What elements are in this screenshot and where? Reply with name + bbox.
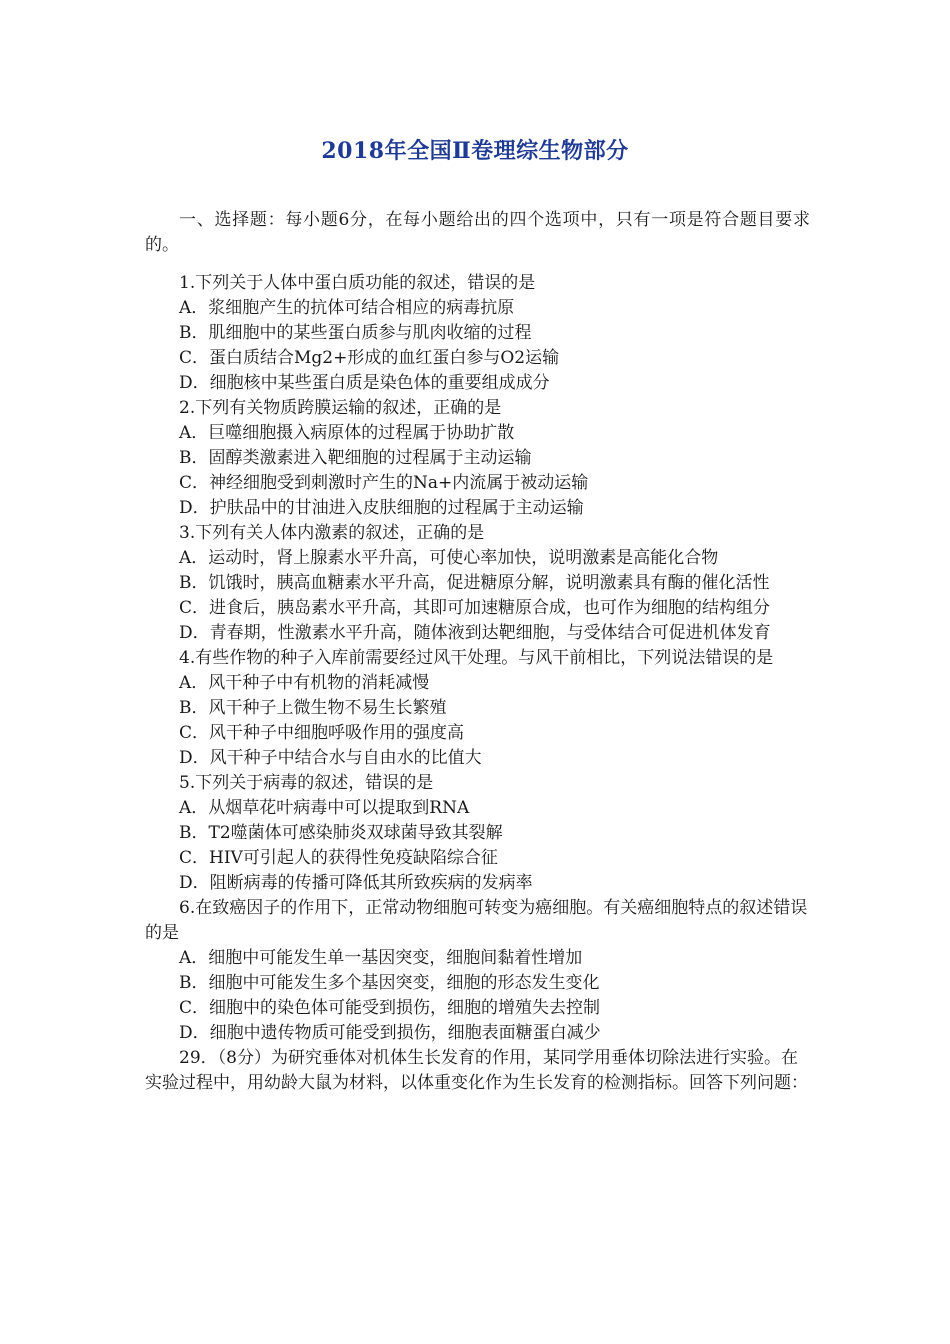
option-b: B．饥饿时，胰高血糖素水平升高，促进糖原分解，说明激素具有酶的催化活性	[179, 573, 770, 593]
option-a: A．风干种子中有机物的消耗减慢	[179, 673, 430, 693]
question-stem: 2.下列有关物质跨膜运输的叙述，正确的是	[179, 398, 502, 418]
question-2	[145, 396, 810, 521]
option-c: C．HIV可引起人的获得性免疫缺陷综合征	[179, 848, 498, 868]
question-1	[145, 271, 810, 396]
option-b: B．固醇类激素进入靶细胞的过程属于主动运输	[179, 448, 532, 468]
option-c: C．细胞中的染色体可能受到损伤，细胞的增殖失去控制	[179, 998, 601, 1018]
option-d: D．青春期，性激素水平升高，随体液到达靶细胞，与受体结合可促进机体发育	[179, 623, 771, 643]
option-a: A．巨噬细胞摄入病原体的过程属于协助扩散	[179, 423, 515, 443]
question-6	[145, 896, 810, 1046]
option-d: D．阻断病毒的传播可降低其所致疾病的发病率	[179, 873, 533, 893]
option-c: C．风干种子中细胞呼吸作用的强度高	[179, 723, 465, 743]
option-c: C．进食后，胰岛素水平升高，其即可加速糖原合成，也可作为细胞的结构组分	[179, 598, 771, 618]
question-stem: 1.下列关于人体中蛋白质功能的叙述，错误的是	[179, 273, 536, 293]
question-29-intro: 29．（8分）为研究垂体对机体生长发育的作用，某同学用垂体切除法进行实验。在实验过程中，用幼龄大鼠为材料，以体重变化作为生长发育的检测指标。回答下列问题：	[145, 1048, 808, 1093]
option-d: D．风干种子中结合水与自由水的比值大	[179, 748, 482, 768]
option-d: D．细胞核中某些蛋白质是染色体的重要组成成分	[179, 373, 550, 393]
option-d: D．护肤品中的甘油进入皮肤细胞的过程属于主动运输	[179, 498, 584, 518]
option-a: A．细胞中可能发生单一基因突变，细胞间黏着性增加	[179, 948, 583, 968]
option-b: B．风干种子上微生物不易生长繁殖	[179, 698, 447, 718]
question-4	[145, 646, 810, 771]
option-d: D．细胞中遗传物质可能受到损伤，细胞表面糖蛋白减少	[179, 1023, 601, 1043]
option-c: C．神经细胞受到刺激时产生的Na+内流属于被动运输	[179, 473, 589, 493]
option-a: A．运动时，肾上腺素水平升高，可使心率加快，说明激素是高能化合物	[179, 548, 719, 568]
section-intro: 一、选择题：每小题6分，在每小题给出的四个选项中，只有一项是符合题目要求的。	[145, 210, 810, 255]
question-stem: 3.下列有关人体内激素的叙述，正确的是	[179, 523, 485, 543]
option-b: B．细胞中可能发生多个基因突变，细胞的形态发生变化	[179, 973, 600, 993]
question-stem: 6.在致癌因子的作用下，正常动物细胞可转变为癌细胞。有关癌细胞特点的叙述错误的是	[145, 898, 808, 943]
option-c: C．蛋白质结合Mg2+形成的血红蛋白参与O2运输	[179, 348, 560, 368]
question-3	[145, 521, 810, 646]
question-stem: 5.下列关于病毒的叙述，错误的是	[179, 773, 434, 793]
option-a: A．浆细胞产生的抗体可结合相应的病毒抗原	[179, 298, 515, 318]
option-b: B．T2噬菌体可感染肺炎双球菌导致其裂解	[179, 823, 503, 843]
option-b: B．肌细胞中的某些蛋白质参与肌肉收缩的过程	[179, 323, 532, 343]
page-title: 2018年全国Ⅱ卷理综生物部分	[321, 138, 629, 164]
document-body	[145, 208, 810, 1096]
question-5	[145, 771, 810, 896]
option-a: A．从烟草花叶病毒中可以提取到RNA	[179, 798, 470, 818]
question-stem: 4.有些作物的种子入库前需要经过风干处理。与风干前相比，下列说法错误的是	[179, 648, 774, 668]
